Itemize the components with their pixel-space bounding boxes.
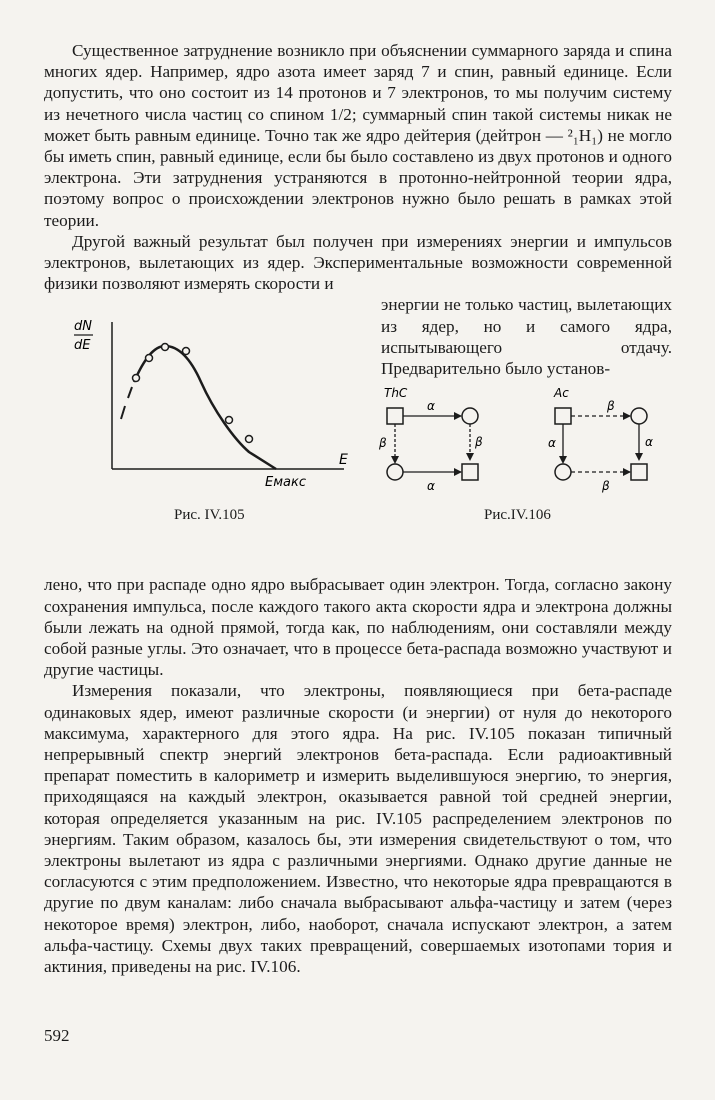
figure-iv-106-caption: Рис.IV.106 bbox=[484, 507, 551, 524]
data-point bbox=[146, 355, 153, 362]
arrowhead bbox=[454, 412, 462, 420]
page-number: 592 bbox=[44, 1026, 70, 1045]
paragraph-2-end: лено, что при распаде одно ядро выбрасывает один электрон. Тогда, согласно закону сохранения импульса, после каждого такого акта скорости ядра и электрона должны были лежать на одной прямой, тогда как, по наблюдениям, они составляли между собой разные углы. Это означает, что в процессе бета-распада возможно участвуют и другие частицы. bbox=[44, 575, 672, 680]
x-axis-label: E bbox=[339, 452, 348, 469]
spectrum-curve-dashed bbox=[121, 387, 132, 419]
figure-iv-106-decay-schemes bbox=[374, 386, 674, 516]
alpha-label: α bbox=[427, 399, 435, 414]
y-axis-label-top: dN bbox=[74, 319, 92, 335]
thc-label: ThC bbox=[384, 386, 408, 401]
thc-intermediate-a bbox=[462, 408, 478, 424]
figure-iv-105-spectrum bbox=[69, 314, 369, 499]
emax-label: Eмакс bbox=[265, 475, 306, 491]
thc-nucleus bbox=[387, 408, 403, 424]
alpha-label: α bbox=[645, 435, 653, 450]
paragraph-3: Измерения показали, что электроны, появляющиеся при бета-распаде одинаковых ядер, имеют различные скорости (и энергии) от нуля до некоторого максимума, характерного для этого ядра. На рис. IV.105 показан типичный непрерывный спектр энергий электронов бета-распада. Если радиоактивный препарат поместить в калориметр и измерить выделившуюся энергию, то энергия, приходящаяся на каждый электрон, оказывается равной той средней энергии, которая определяется указанным на рис. IV.105 распределением электронов по энергиям. Таким образом, казалось бы, эти измерения свидетельствуют о том, что электроны вылетают из ядра с различными энергиями. Однако другие данные не согласуются с этим предположением. Известно, что некоторые ядра превращаются в другие по двум каналам: либо сначала выбрасывают альфа-частицу и затем (через некоторое время) электрон, либо, наоборот, сначала испускают электрон, а затем альфа-частицу. Схемы двух таких превращений, совершаемых изотопами тория и актиния, приведены на рис. IV.106. bbox=[44, 681, 672, 977]
beta-label: β bbox=[475, 435, 483, 450]
arrowhead bbox=[466, 453, 474, 461]
ac-intermediate-a bbox=[631, 408, 647, 424]
data-point bbox=[183, 348, 190, 355]
arrowhead bbox=[635, 453, 643, 461]
arrowhead bbox=[623, 468, 631, 476]
data-point bbox=[226, 417, 233, 424]
ac-nucleus bbox=[555, 408, 571, 424]
arrowhead bbox=[391, 456, 399, 464]
paragraph-2-float: энергии не только частиц, вылетающих из ядер, но и самого ядра, испытывающего отдачу. Предварительно было установ- bbox=[381, 295, 672, 379]
data-point bbox=[162, 344, 169, 351]
beta-label: β bbox=[602, 479, 610, 494]
arrowhead bbox=[559, 456, 567, 464]
ac-label: Ac bbox=[554, 386, 569, 401]
data-point bbox=[246, 436, 253, 443]
data-point bbox=[133, 375, 140, 382]
figure-iv-105-caption: Рис. IV.105 bbox=[174, 507, 245, 524]
y-axis-label-bottom: dE bbox=[74, 338, 91, 354]
paragraph-1: Существенное затруднение возникло при объяснении суммарного заряда и спина многих ядер. Например, ядро азота имеет заряд 7 и спин, равный единице. Если допустить, что оно состоит из 14 протонов и 7 электронов, то мы получим систему из нечетного числа частиц со спином 1/2; суммарный спин такой системы никак не может быть равным единице. Точно так же ядро дейтерия (дейтрон — ²₁H₁) не могло бы иметь спин, равный единице, если бы было составлено из двух протонов и одного электрона. Эти затруднения устраняются в протонно-нейтронной теории ядра, поэтому вопрос о происхождении электронов нужно было решать в рамках этой теории. bbox=[44, 41, 672, 230]
arrowhead bbox=[623, 412, 631, 420]
ac-intermediate-b bbox=[555, 464, 571, 480]
beta-label: β bbox=[607, 399, 615, 414]
thc-intermediate-b bbox=[387, 464, 403, 480]
arrowhead bbox=[454, 468, 462, 476]
page-body bbox=[44, 40, 672, 977]
figure-block bbox=[44, 294, 672, 564]
alpha-label: α bbox=[548, 436, 556, 451]
ac-final-nucleus bbox=[631, 464, 647, 480]
spectrum-curve bbox=[134, 346, 276, 469]
alpha-label: α bbox=[427, 479, 435, 494]
beta-label: β bbox=[379, 436, 387, 451]
paragraph-2-start: Другой важный результат был получен при измерениях энергии и импульсов электронов, вылетающих из ядер. Экспериментальные возможности современной физики позволяют измерять скорости и bbox=[44, 231, 672, 294]
thc-final-nucleus bbox=[462, 464, 478, 480]
